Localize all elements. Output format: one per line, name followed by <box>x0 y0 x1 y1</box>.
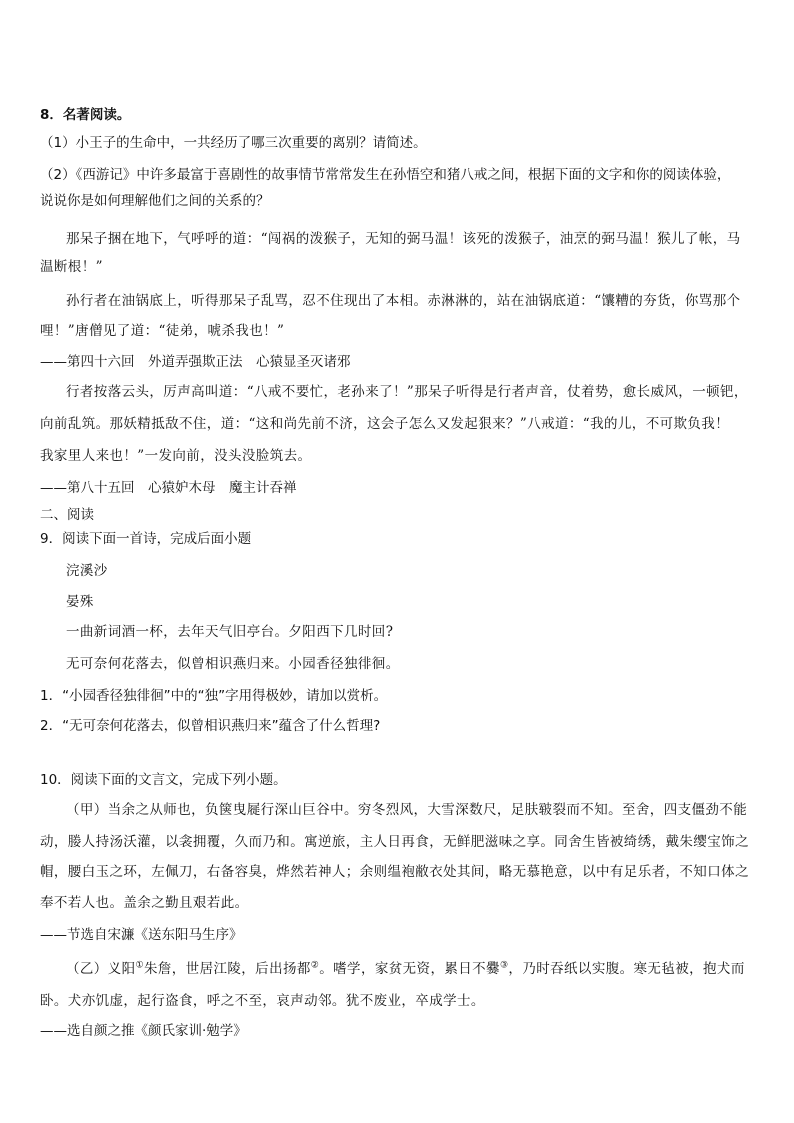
q10-passage-b-line-1 <box>66 960 756 978</box>
q10-passage-b-text: 朱詹，世居江陵，后出扬都 <box>143 961 311 977</box>
poem-title: 浣溪沙 <box>66 563 108 579</box>
q8-passage-3-line-2: 向前乱筑。那妖精抵敌不住，道：“这和尚先前不济，这会子怎么又发起狠来？”八戒道：“我的儿，不可欺负我！ <box>40 416 730 432</box>
q8-subquestion-2-line-1: （2）《西游记》中许多最富于喜剧性的故事情节常常发生在孙悟空和猪八戒之间，根据下面的文字和你的阅读体验， <box>40 167 731 183</box>
q10-passage-b-text: 。嗜学，家贫无资，累日不爨 <box>319 961 500 977</box>
footnote-marker-3: ③ <box>499 960 509 971</box>
q8-subquestion-2-line-2: 说说你是如何理解他们之间的关系的？ <box>40 193 270 209</box>
q10-passage-b-text: ，乃时吞纸以实腹。寒无毡被，抱犬而 <box>508 961 745 977</box>
q8-passage-1-line-1: 那呆子捆在地下，气呼呼的道：“闯祸的泼猴子，无知的弼马温！该死的泼猴子，油烹的弼马温！猴儿了帐，马 <box>66 231 741 247</box>
q8-subquestion-1: （1）小王子的生命中，一共经历了哪三次重要的离别？请简述。 <box>40 135 427 151</box>
section-2-title: 二、阅读 <box>40 507 94 523</box>
q10-passage-b-text: （乙）义阳 <box>66 961 136 977</box>
q10-passage-a-line-4: 奉不若人也。盖余之勤且艰若此。 <box>40 895 249 911</box>
q10-passage-a-line-1: （甲）当余之从师也，负箧曳屣行深山巨谷中。穷冬烈风，大雪深数尺，足肤皲裂而不知。至舍，四支僵劲不能 <box>66 802 748 818</box>
q9-subquestion-1: 1．“小园香径独徘徊”中的“独”字用得极妙，请加以赏析。 <box>40 688 388 704</box>
q10-source-b: ——选自颜之推《颜氏家训·勉学》 <box>40 1023 247 1039</box>
poem-line-2: 无可奈何花落去，似曾相识燕归来。小园香径独徘徊。 <box>66 656 400 672</box>
q10-title: 10．阅读下面的文言文，完成下列小题。 <box>40 772 287 788</box>
q8-passage-3-line-3: 我家里人来也！”一发向前，没头没脸筑去。 <box>40 448 312 464</box>
q8-title: 8．名著阅读。 <box>40 107 131 123</box>
q8-passage-2-line-1: 孙行者在油锅底上，听得那呆子乱骂，忍不住现出了本相。赤淋淋的，站在油锅底道：“馕糟的夯货，你骂那个 <box>66 293 741 309</box>
footnote-marker-1: ① <box>135 960 144 971</box>
footnote-marker-2: ② <box>310 960 320 971</box>
q8-passage-3-line-1: 行者按落云头，厉声高叫道：“八戒不要忙，老孙来了！”那呆子听得是行者声音，仗着势，愈长威风，一顿钯， <box>66 384 748 400</box>
q9-subquestion-2: 2．“无可奈何花落去，似曾相识燕归来”蕴含了什么哲理? <box>40 718 381 734</box>
q8-passage-2-line-2: 哩！”唐僧见了道：“徒弟，唬杀我也！” <box>40 323 285 339</box>
q10-passage-a-line-2: 动，媵人持汤沃灌，以衾拥覆，久而乃和。寓逆旅，主人日再食，无鲜肥滋味之享。同舍生皆被绮绣，戴朱缨宝饰之 <box>40 834 749 850</box>
q8-passage-1-line-2: 温断根！” <box>40 259 103 275</box>
poem-line-1: 一曲新词酒一杯，去年天气旧亭台。夕阳西下几时回? <box>66 624 394 640</box>
q9-title: 9．阅读下面一首诗，完成后面小题 <box>40 531 252 547</box>
poem-author: 晏殊 <box>66 594 94 610</box>
q10-source-a: ——节选自宋濂《送东阳马生序》 <box>40 927 243 943</box>
q10-passage-a-line-3: 帽，腰白玉之环，左佩刀，右备容臭，烨然若神人；余则缊袍敝衣处其间，略无慕艳意，以中有足乐者，不知口体之 <box>40 864 749 880</box>
q8-source-2: ——第八十五回 心猿妒木母 魔主计吞禅 <box>40 480 297 496</box>
q8-source-1: ——第四十六回 外道弄强欺正法 心猿显圣灭诸邪 <box>40 354 351 370</box>
q10-passage-b-line-2: 卧。犬亦饥虚，起行盗食，呼之不至，哀声动邻。犹不废业，卒成学士。 <box>40 993 485 1009</box>
